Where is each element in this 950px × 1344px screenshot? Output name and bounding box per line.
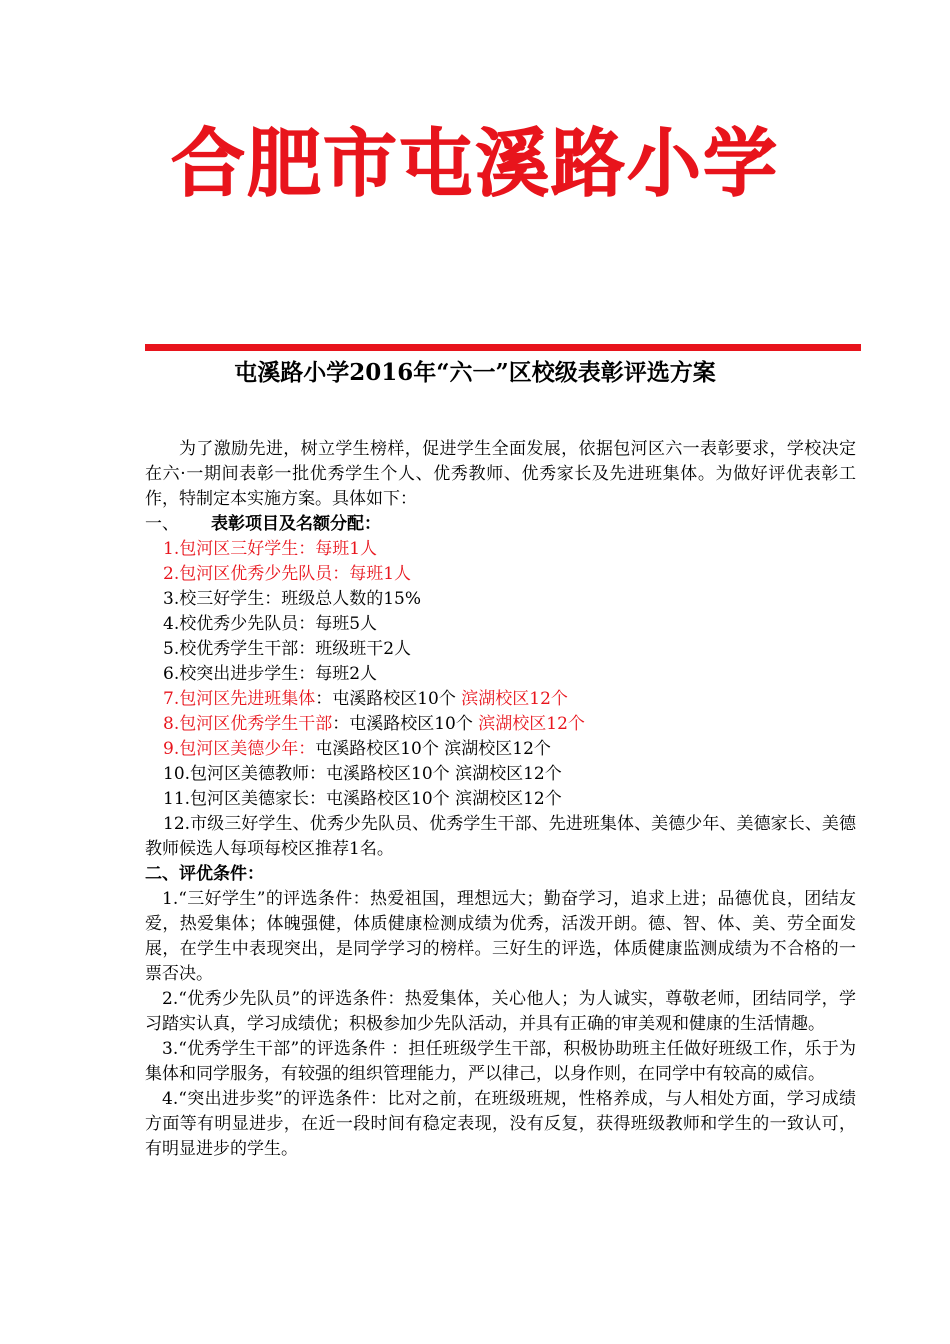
- list-item-8-quota: ：屯溪路校区10个: [332, 714, 473, 734]
- red-divider-line: [145, 344, 861, 351]
- section-1-heading: [145, 512, 856, 537]
- criteria-2: 2.“优秀少先队员”的评选条件：热爱集体，关心他人；为人诚实，尊敬老师，团结同学，学习踏实认真，学习成绩优；积极参加少先队活动，并具有正确的审美观和健康的生活情趣。: [145, 989, 856, 1034]
- document-title: 屯溪路小学2016年“六一”区校级表彰评选方案: [234, 359, 716, 386]
- school-name-header: 合肥市屯溪路小学: [171, 121, 779, 207]
- list-item-8: [145, 712, 856, 737]
- list-item-1: 1.包河区三好学生：每班1人: [163, 539, 378, 559]
- section-1-number: 一、: [145, 514, 179, 534]
- list-item-3: 3.校三好学生：班级总人数的15%: [163, 589, 422, 609]
- list-item-7-quota-binhu: 滨湖校区12个: [461, 689, 568, 709]
- criteria-3: 3.“优秀学生干部”的评选条件 ：担任班级学生干部，积极协助班主任做好班级工作，乐于为集体和同学服务，有较强的组织管理能力，严以律己，以身作则，在同学中有较高的威信。: [145, 1039, 856, 1084]
- list-item-11: 11.包河区美德家长：屯溪路校区10个 滨湖校区12个: [163, 789, 562, 809]
- list-item-10: 10.包河区美德教师：屯溪路校区10个 滨湖校区12个: [163, 764, 562, 784]
- list-item-2: 2.包河区优秀少先队员：每班1人: [163, 564, 412, 584]
- intro-paragraph: 为了激励先进，树立学生榜样，促进学生全面发展，依据包河区六一表彰要求，学校决定在六·一期间表彰一批优秀学生个人、优秀教师、优秀家长及先进班集体。为做好评优表彰工作，特制定本实施方案。具体如下：: [145, 439, 856, 509]
- list-item-6: 6.校突出进步学生：每班2人: [163, 664, 378, 684]
- list-item-8-quota-binhu: 滨湖校区12个: [478, 714, 585, 734]
- list-item-4: 4.校优秀少先队员：每班5人: [163, 614, 378, 634]
- list-item-12: 12.市级三好学生、优秀少先队员、优秀学生干部、先进班集体、美德少年、美德家长、美德教师候选人每项每校区推荐1名。: [145, 814, 856, 859]
- list-item-8-title: 8.包河区优秀学生干部: [163, 714, 333, 734]
- list-item-7-title: 7.包河区先进班集体: [163, 689, 316, 709]
- list-item-9-title: 9.包河区美德少年：: [163, 739, 316, 759]
- document-body: [145, 437, 856, 1162]
- section-1-title: 表彰项目及名额分配：: [211, 514, 381, 534]
- list-item-9-quota: 屯溪路校区10个 滨湖校区12个: [315, 739, 551, 759]
- list-item-7: [145, 687, 856, 712]
- criteria-4: 4.“突出进步奖”的评选条件：比对之前，在班级班规，性格养成，与人相处方面，学习成绩方面等有明显进步，在近一段时间有稳定表现，没有反复，获得班级教师和学生的一致认可，有明显进步的学生。: [145, 1089, 856, 1159]
- list-item-7-quota: ：屯溪路校区10个: [315, 689, 456, 709]
- section-2-heading: 二、评优条件：: [145, 864, 264, 884]
- criteria-1: 1.“三好学生”的评选条件：热爱祖国，理想远大；勤奋学习，追求上进；品德优良，团结友爱，热爱集体；体魄强健，体质健康检测成绩为优秀，活泼开朗。德、智、体、美、劳全面发展，在学生中表现突出，是同学学习的榜样。三好生的评选，体质健康监测成绩为不合格的一票否决。: [145, 889, 856, 984]
- list-item-9: [145, 737, 856, 762]
- list-item-5: 5.校优秀学生干部：班级班干2人: [163, 639, 412, 659]
